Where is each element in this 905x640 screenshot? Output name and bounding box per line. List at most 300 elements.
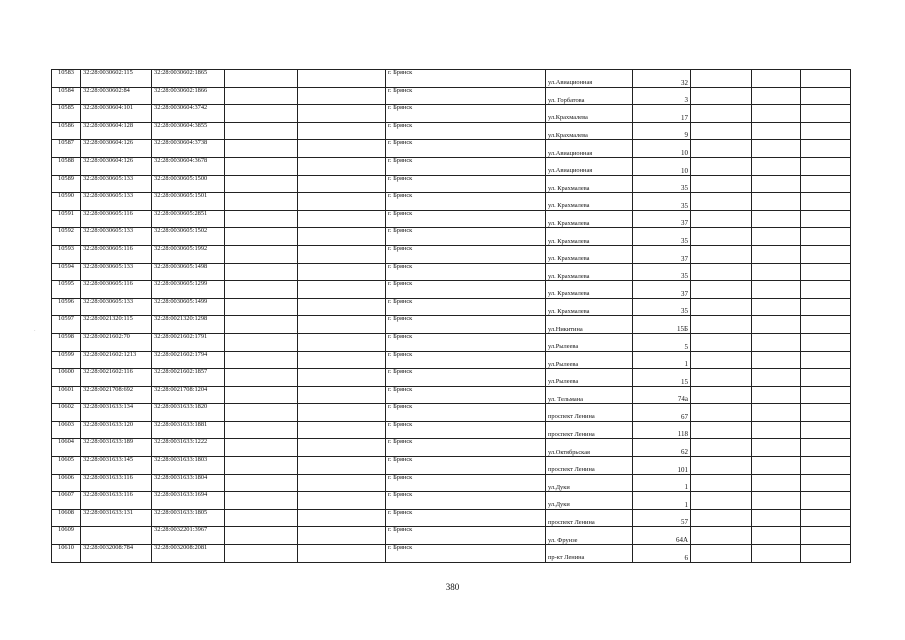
cell-empty (801, 351, 851, 369)
cell-house-number: 101 (633, 457, 691, 475)
cell-empty (691, 333, 752, 351)
cell-empty (752, 439, 801, 457)
cell-empty (298, 210, 386, 228)
cell-parcel-cadastral-number: 32:28:0030604:126 (81, 157, 152, 175)
cell-object-cadastral-number: 32:28:0030605:1500 (152, 175, 225, 193)
cell-empty (691, 263, 752, 281)
cell-empty (298, 175, 386, 193)
cell-city: г. Брянск (386, 281, 546, 299)
cell-empty (298, 492, 386, 510)
cell-record-number: 10590 (52, 193, 81, 211)
cell-parcel-cadastral-number: 32:28:0031633:189 (81, 439, 152, 457)
cell-house-number: 64А (633, 527, 691, 545)
cell-empty (752, 281, 801, 299)
cell-empty (691, 175, 752, 193)
cell-record-number: 10601 (52, 386, 81, 404)
cell-empty (801, 369, 851, 387)
cell-parcel-cadastral-number: 32:28:0021602:70 (81, 333, 152, 351)
cell-empty (225, 316, 298, 334)
cell-empty (752, 351, 801, 369)
cell-parcel-cadastral-number: 32:28:0031633:116 (81, 474, 152, 492)
cell-house-number: 35 (633, 298, 691, 316)
cell-empty (752, 492, 801, 510)
cell-empty (691, 281, 752, 299)
table-row (52, 545, 851, 563)
cell-street: ул. Тельмана (546, 386, 633, 404)
cell-parcel-cadastral-number: 32:28:0030605:133 (81, 298, 152, 316)
cell-empty (691, 140, 752, 158)
cell-record-number: 10583 (52, 70, 81, 88)
cell-record-number: 10585 (52, 105, 81, 123)
cell-empty (752, 245, 801, 263)
cell-empty (691, 474, 752, 492)
table-row (52, 421, 851, 439)
cell-parcel-cadastral-number: 32:28:0030605:116 (81, 281, 152, 299)
cell-record-number: 10598 (52, 333, 81, 351)
cell-empty (298, 527, 386, 545)
cell-record-number: 10589 (52, 175, 81, 193)
cell-house-number: 35 (633, 193, 691, 211)
cell-empty (691, 70, 752, 88)
cell-empty (298, 105, 386, 123)
cell-empty (752, 122, 801, 140)
cell-city: г. Брянск (386, 157, 546, 175)
cell-empty (801, 175, 851, 193)
cell-empty (752, 263, 801, 281)
cell-object-cadastral-number: 32:28:0031633:1222 (152, 439, 225, 457)
cell-street: ул. Крахмалева (546, 263, 633, 281)
cell-record-number: 10609 (52, 527, 81, 545)
cell-empty (225, 457, 298, 475)
cell-empty (801, 421, 851, 439)
cell-empty (752, 70, 801, 88)
margin-mark: · (34, 329, 36, 334)
cell-empty (801, 140, 851, 158)
cell-empty (225, 421, 298, 439)
cell-street: ул.Крахмалева (546, 105, 633, 123)
cell-empty (801, 298, 851, 316)
cell-record-number: 10606 (52, 474, 81, 492)
cell-object-cadastral-number: 32:28:0030605:1501 (152, 193, 225, 211)
cell-street: ул. Крахмалева (546, 210, 633, 228)
cell-empty (225, 87, 298, 105)
cell-empty (691, 193, 752, 211)
cell-object-cadastral-number: 32:28:0021602:1857 (152, 369, 225, 387)
table-row (52, 492, 851, 510)
table-row (52, 316, 851, 334)
cell-empty (801, 70, 851, 88)
cell-city: г. Брянск (386, 122, 546, 140)
table-row (52, 105, 851, 123)
cell-object-cadastral-number: 32:28:0030605:2851 (152, 210, 225, 228)
cell-parcel-cadastral-number: 32:28:0030602:84 (81, 87, 152, 105)
cell-parcel-cadastral-number: 32:28:0030605:133 (81, 263, 152, 281)
cell-street: ул.Крахмалева (546, 122, 633, 140)
cell-street: проспект Ленина (546, 457, 633, 475)
cell-empty (225, 298, 298, 316)
cell-city: г. Брянск (386, 527, 546, 545)
cell-empty (801, 527, 851, 545)
cell-parcel-cadastral-number: 32:28:0030604:128 (81, 122, 152, 140)
cell-empty (298, 281, 386, 299)
table-row (52, 263, 851, 281)
cell-empty (691, 105, 752, 123)
cell-object-cadastral-number: 32:28:0030604:3855 (152, 122, 225, 140)
cell-empty (752, 545, 801, 563)
cell-empty (801, 474, 851, 492)
cell-house-number: 35 (633, 175, 691, 193)
cell-empty (225, 105, 298, 123)
cell-house-number: 35 (633, 228, 691, 246)
registry-table (51, 69, 851, 563)
cell-city: г. Брянск (386, 87, 546, 105)
cell-empty (691, 298, 752, 316)
cell-empty (298, 87, 386, 105)
cell-object-cadastral-number: 32:28:0021602:1794 (152, 351, 225, 369)
cell-house-number: 37 (633, 245, 691, 263)
table-row (52, 228, 851, 246)
cell-record-number: 10588 (52, 157, 81, 175)
cell-empty (298, 122, 386, 140)
cell-object-cadastral-number: 32:28:0030604:3738 (152, 140, 225, 158)
cell-empty (225, 281, 298, 299)
cell-empty (752, 404, 801, 422)
cell-empty (691, 210, 752, 228)
cell-city: г. Брянск (386, 193, 546, 211)
cell-parcel-cadastral-number: 32:28:0030604:126 (81, 140, 152, 158)
cell-empty (691, 421, 752, 439)
cell-empty (752, 298, 801, 316)
cell-house-number: 10 (633, 140, 691, 158)
cell-city: г. Брянск (386, 404, 546, 422)
cell-empty (691, 386, 752, 404)
table-row (52, 369, 851, 387)
cell-record-number: 10605 (52, 457, 81, 475)
cell-empty (225, 122, 298, 140)
cell-house-number: 17 (633, 105, 691, 123)
cell-empty (801, 228, 851, 246)
cell-object-cadastral-number: 32:28:0030605:1992 (152, 245, 225, 263)
cell-street: ул.Рылеева (546, 351, 633, 369)
cell-parcel-cadastral-number: 32:28:0021602:1213 (81, 351, 152, 369)
cell-parcel-cadastral-number: 32:28:0030605:133 (81, 175, 152, 193)
table-row (52, 351, 851, 369)
cell-city: г. Брянск (386, 316, 546, 334)
cell-street: ул. Крахмалева (546, 193, 633, 211)
cell-record-number: 10592 (52, 228, 81, 246)
cell-empty (691, 457, 752, 475)
cell-record-number: 10591 (52, 210, 81, 228)
table-row (52, 404, 851, 422)
cell-object-cadastral-number: 32:28:0031633:1881 (152, 421, 225, 439)
cell-empty (801, 509, 851, 527)
cell-record-number: 10603 (52, 421, 81, 439)
cell-house-number: 10 (633, 157, 691, 175)
cell-street: пр-кт Ленина (546, 545, 633, 563)
table-row (52, 122, 851, 140)
cell-city: г. Брянск (386, 369, 546, 387)
cell-empty (691, 245, 752, 263)
cell-city: г. Брянск (386, 333, 546, 351)
table-row (52, 333, 851, 351)
cell-empty (801, 545, 851, 563)
cell-record-number: 10587 (52, 140, 81, 158)
cell-empty (752, 193, 801, 211)
cell-street: ул. Крахмалева (546, 228, 633, 246)
cell-house-number: 15 (633, 369, 691, 387)
cell-empty (298, 70, 386, 88)
cell-empty (801, 404, 851, 422)
cell-empty (691, 439, 752, 457)
cell-street: проспект Ленина (546, 509, 633, 527)
cell-empty (801, 87, 851, 105)
cell-city: г. Брянск (386, 545, 546, 563)
cell-street: ул.Авиационная (546, 70, 633, 88)
cell-empty (691, 545, 752, 563)
cell-house-number: 5 (633, 333, 691, 351)
cell-record-number: 10600 (52, 369, 81, 387)
table-row (52, 474, 851, 492)
cell-city: г. Брянск (386, 509, 546, 527)
cell-street: проспект Ленина (546, 421, 633, 439)
cell-empty (691, 316, 752, 334)
cell-object-cadastral-number: 32:28:0030605:1502 (152, 228, 225, 246)
table-row (52, 193, 851, 211)
cell-object-cadastral-number: 32:28:0031633:1803 (152, 457, 225, 475)
cell-empty (225, 157, 298, 175)
cell-empty (752, 157, 801, 175)
cell-empty (691, 122, 752, 140)
cell-empty (298, 245, 386, 263)
cell-empty (225, 404, 298, 422)
cell-empty (752, 386, 801, 404)
cell-empty (752, 421, 801, 439)
cell-object-cadastral-number: 32:28:0030604:3678 (152, 157, 225, 175)
cell-empty (801, 316, 851, 334)
cell-empty (225, 527, 298, 545)
cell-house-number: 15Б (633, 316, 691, 334)
cell-city: г. Брянск (386, 298, 546, 316)
cell-parcel-cadastral-number: 32:28:0032008:784 (81, 545, 152, 563)
cell-empty (752, 105, 801, 123)
cell-empty (225, 245, 298, 263)
cell-empty (298, 509, 386, 527)
cell-empty (801, 193, 851, 211)
cell-empty (752, 527, 801, 545)
cell-parcel-cadastral-number: 32:28:0031633:131 (81, 509, 152, 527)
cell-empty (298, 333, 386, 351)
cell-parcel-cadastral-number: 32:28:0031633:116 (81, 492, 152, 510)
cell-object-cadastral-number: 32:28:0030602:1865 (152, 70, 225, 88)
cell-empty (752, 175, 801, 193)
cell-city: г. Брянск (386, 228, 546, 246)
cell-house-number: 32 (633, 70, 691, 88)
table-row (52, 386, 851, 404)
cell-object-cadastral-number: 32:28:0031633:1805 (152, 509, 225, 527)
cell-house-number: 1 (633, 474, 691, 492)
cell-city: г. Брянск (386, 351, 546, 369)
cell-record-number: 10604 (52, 439, 81, 457)
table-row (52, 298, 851, 316)
cell-empty (298, 369, 386, 387)
cell-empty (752, 369, 801, 387)
cell-street: ул. Крахмалева (546, 281, 633, 299)
cell-record-number: 10607 (52, 492, 81, 510)
cell-empty (752, 457, 801, 475)
cell-empty (752, 228, 801, 246)
cell-house-number: 62 (633, 439, 691, 457)
cell-empty (801, 210, 851, 228)
cell-empty (225, 263, 298, 281)
cell-record-number: 10596 (52, 298, 81, 316)
cell-empty (691, 351, 752, 369)
cell-empty (298, 140, 386, 158)
cell-object-cadastral-number: 32:28:0030605:1498 (152, 263, 225, 281)
cell-street: ул.Авиационная (546, 157, 633, 175)
cell-record-number: 10597 (52, 316, 81, 334)
cell-house-number: 1 (633, 351, 691, 369)
cell-empty (801, 105, 851, 123)
cell-house-number: 3 (633, 87, 691, 105)
cell-empty (298, 457, 386, 475)
cell-record-number: 10595 (52, 281, 81, 299)
cell-object-cadastral-number: 32:28:0030604:3742 (152, 105, 225, 123)
cell-empty (298, 545, 386, 563)
cell-object-cadastral-number: 32:28:0021320:1298 (152, 316, 225, 334)
cell-record-number: 10586 (52, 122, 81, 140)
cell-parcel-cadastral-number: 32:28:0021320:115 (81, 316, 152, 334)
cell-empty (225, 193, 298, 211)
table-row (52, 245, 851, 263)
cell-empty (801, 122, 851, 140)
cell-parcel-cadastral-number: 32:28:0031633:145 (81, 457, 152, 475)
cell-empty (801, 439, 851, 457)
cell-empty (225, 175, 298, 193)
cell-empty (298, 351, 386, 369)
cell-city: г. Брянск (386, 457, 546, 475)
table-row (52, 439, 851, 457)
cell-empty (801, 157, 851, 175)
cell-empty (801, 333, 851, 351)
cell-parcel-cadastral-number: 32:28:0021708:692 (81, 386, 152, 404)
cell-city: г. Брянск (386, 439, 546, 457)
cell-empty (225, 228, 298, 246)
cell-empty (752, 210, 801, 228)
cell-city: г. Брянск (386, 210, 546, 228)
cell-street: ул. Горбатова (546, 87, 633, 105)
table-row (52, 527, 851, 545)
cell-empty (801, 245, 851, 263)
cell-street: ул. Крахмалева (546, 245, 633, 263)
cell-parcel-cadastral-number: 32:28:0030604:101 (81, 105, 152, 123)
cell-city: г. Брянск (386, 492, 546, 510)
cell-street: ул.Авиационная (546, 140, 633, 158)
cell-parcel-cadastral-number: 32:28:0030602:115 (81, 70, 152, 88)
cell-empty (298, 193, 386, 211)
cell-parcel-cadastral-number: 32:28:0030605:116 (81, 210, 152, 228)
cell-parcel-cadastral-number: 32:28:0031633:134 (81, 404, 152, 422)
cell-house-number: 35 (633, 263, 691, 281)
cell-empty (691, 492, 752, 510)
cell-record-number: 10584 (52, 87, 81, 105)
cell-street: ул.Никитина (546, 316, 633, 334)
cell-empty (752, 140, 801, 158)
cell-city: г. Брянск (386, 421, 546, 439)
cell-empty (225, 333, 298, 351)
cell-record-number: 10608 (52, 509, 81, 527)
cell-empty (298, 386, 386, 404)
cell-empty (298, 298, 386, 316)
cell-street: ул.Дуки (546, 492, 633, 510)
cell-empty (752, 316, 801, 334)
cell-house-number: 6 (633, 545, 691, 563)
cell-city: г. Брянск (386, 175, 546, 193)
cell-object-cadastral-number: 32:28:0030602:1866 (152, 87, 225, 105)
table-row (52, 70, 851, 88)
table-row (52, 509, 851, 527)
cell-parcel-cadastral-number: 32:28:0030605:133 (81, 193, 152, 211)
cell-house-number: 74а (633, 386, 691, 404)
cell-empty (298, 421, 386, 439)
table-row (52, 281, 851, 299)
cell-empty (801, 492, 851, 510)
cell-house-number: 37 (633, 210, 691, 228)
cell-object-cadastral-number: 32:28:0032201:3967 (152, 527, 225, 545)
cell-street: ул. Крахмалева (546, 298, 633, 316)
cell-record-number: 10602 (52, 404, 81, 422)
registry-table-body (52, 70, 851, 563)
table-row (52, 140, 851, 158)
cell-empty (225, 545, 298, 563)
cell-object-cadastral-number: 32:28:0032008:2081 (152, 545, 225, 563)
cell-empty (298, 316, 386, 334)
cell-parcel-cadastral-number: 32:28:0021602:116 (81, 369, 152, 387)
cell-object-cadastral-number: 32:28:0031633:1820 (152, 404, 225, 422)
cell-empty (801, 386, 851, 404)
cell-city: г. Брянск (386, 105, 546, 123)
cell-empty (752, 474, 801, 492)
cell-empty (691, 228, 752, 246)
cell-street: ул.Дуки (546, 474, 633, 492)
cell-empty (691, 87, 752, 105)
cell-street: ул. Фрунзе (546, 527, 633, 545)
cell-empty (225, 70, 298, 88)
cell-object-cadastral-number: 32:28:0021602:1791 (152, 333, 225, 351)
cell-empty (752, 333, 801, 351)
cell-empty (691, 527, 752, 545)
cell-house-number: 9 (633, 122, 691, 140)
cell-empty (691, 157, 752, 175)
cell-house-number: 57 (633, 509, 691, 527)
cell-record-number: 10593 (52, 245, 81, 263)
cell-object-cadastral-number: 32:28:0031633:1694 (152, 492, 225, 510)
cell-empty (225, 474, 298, 492)
cell-parcel-cadastral-number (81, 527, 152, 545)
cell-house-number: 37 (633, 281, 691, 299)
cell-city: г. Брянск (386, 140, 546, 158)
cell-empty (298, 263, 386, 281)
cell-empty (752, 509, 801, 527)
cell-empty (225, 509, 298, 527)
cell-empty (298, 439, 386, 457)
cell-empty (225, 351, 298, 369)
cell-empty (801, 263, 851, 281)
cell-empty (801, 281, 851, 299)
table-row (52, 457, 851, 475)
cell-empty (225, 492, 298, 510)
cell-empty (691, 369, 752, 387)
cell-house-number: 1 (633, 492, 691, 510)
